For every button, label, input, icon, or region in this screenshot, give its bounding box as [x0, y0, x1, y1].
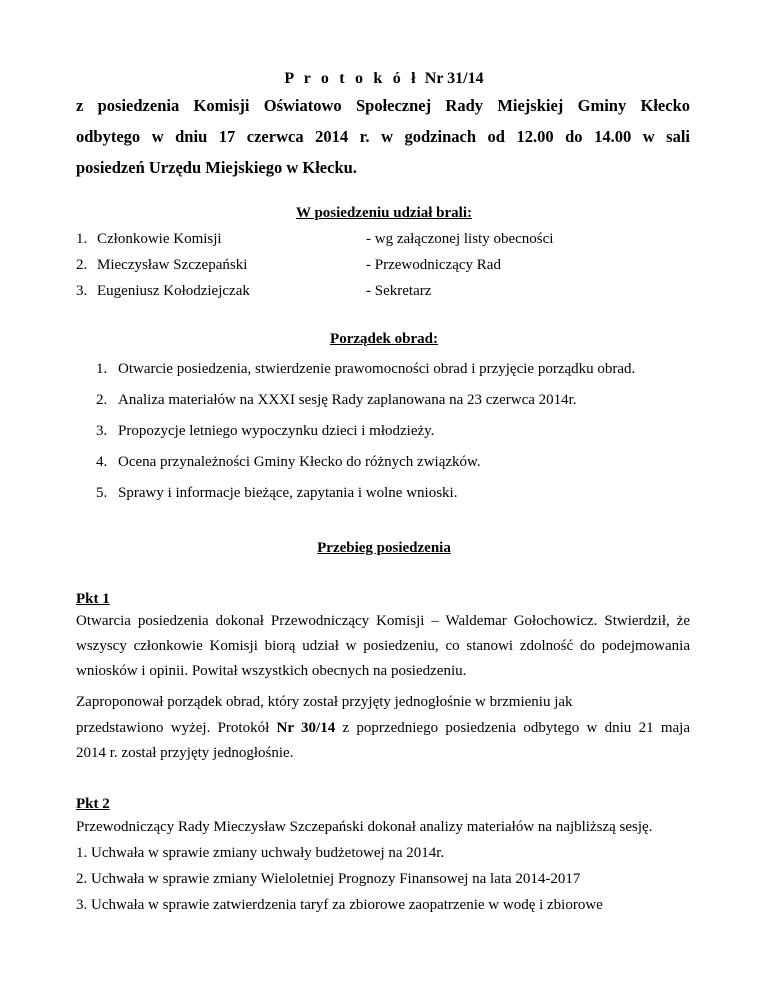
pkt1-para2-line [76, 720, 690, 737]
agenda-text: Propozycje letniego wypoczynku dzieci i młodzieży. [118, 423, 435, 439]
document-title [0, 70, 768, 88]
agenda-num: 2. [96, 392, 108, 408]
agenda-num: 1. [96, 361, 108, 377]
agenda-num: 5. [96, 485, 108, 501]
attendance-num: 2. [76, 257, 88, 273]
attendance-role: - Sekretarz [366, 283, 432, 299]
agenda-num: 3. [96, 423, 108, 439]
pkt2-line: 1. Uchwała w sprawie zmiany uchwały budżetowej na 2014r. [76, 845, 445, 861]
pkt1-para1-line: wniosków i opinii. Powitał wszystkich obecnych na posiedzeniu. [76, 663, 467, 679]
attendance-name: Eugeniusz Kołodziejczak [97, 283, 250, 299]
agenda-heading: Porządek obrad: [330, 331, 438, 347]
pkt2-heading: Pkt 2 [76, 796, 110, 812]
title-word: P r o t o k ó ł [284, 70, 419, 87]
attendance-num: 1. [76, 231, 88, 247]
attendance-role: - wg załączonej listy obecności [366, 231, 554, 247]
pkt1-para1-line: wszyscy członkowie Komisji biorą udział w posiedzeniu, co stanowi zdolność do podejmowania [76, 638, 690, 654]
pkt2-line: Przewodniczący Rady Mieczysław Szczepański dokonał analizy materiałów na najbliższą sesję. [76, 819, 653, 835]
pkt1-para2-pre: przedstawiono wyżej. Protokół [76, 720, 277, 736]
attendance-role: - Przewodniczący Rad [366, 257, 501, 273]
agenda-text: Analiza materiałów na XXXI sesję Rady zaplanowana na 23 czerwca 2014r. [118, 392, 577, 408]
agenda-text: Sprawy i informacje bieżące, zapytania i wolne wnioski. [118, 485, 458, 501]
agenda-num: 4. [96, 454, 108, 470]
pkt1-para1-line: Otwarcia posiedzenia dokonał Przewodniczący Komisji – Waldemar Gołochowicz. Stwierdził, że [76, 613, 690, 629]
pkt2-line: 3. Uchwała w sprawie zatwierdzenia taryf za zbiorowe zaopatrzenie w wodę i zbiorowe [76, 897, 603, 913]
attendance-name: Mieczysław Szczepański [97, 257, 248, 273]
pkt1-para2-line: Zaproponował porządek obrad, który został przyjęty jednogłośnie w brzmieniu jak [76, 694, 573, 710]
pkt1-para2-post: z poprzedniego posiedzenia odbytego w dniu 21 maja [335, 720, 690, 736]
attendance-name: Członkowie Komisji [97, 231, 222, 247]
agenda-text: Ocena przynależności Gminy Kłecko do różnych związków. [118, 454, 481, 470]
pkt1-para2-line: 2014 r. został przyjęty jednogłośnie. [76, 745, 294, 761]
pkt1-heading: Pkt 1 [76, 591, 110, 607]
attendance-num: 3. [76, 283, 88, 299]
proceedings-heading: Przebieg posiedzenia [317, 540, 451, 556]
pkt2-line: 2. Uchwała w sprawie zmiany Wieloletniej Prognozy Finansowej na lata 2014-2017 [76, 871, 581, 887]
header-line-3: posiedzeń Urzędu Miejskiego w Kłecku. [76, 158, 357, 177]
agenda-text: Otwarcie posiedzenia, stwierdzenie prawomocności obrad i przyjęcie porządku obrad. [118, 361, 636, 377]
previous-protocol-number: Nr 30/14 [276, 720, 336, 736]
attendance-heading: W posiedzeniu udział brali: [295, 205, 472, 221]
protocol-number: Nr 31/14 [424, 70, 484, 87]
header-line-1: z posiedzenia Komisji Oświatowo Społecznej Rady Miejskiej Gminy Kłecko [76, 96, 690, 115]
header-line-2: odbytego w dniu 17 czerwca 2014 r. w godzinach od 12.00 do 14.00 w sali [76, 127, 690, 146]
